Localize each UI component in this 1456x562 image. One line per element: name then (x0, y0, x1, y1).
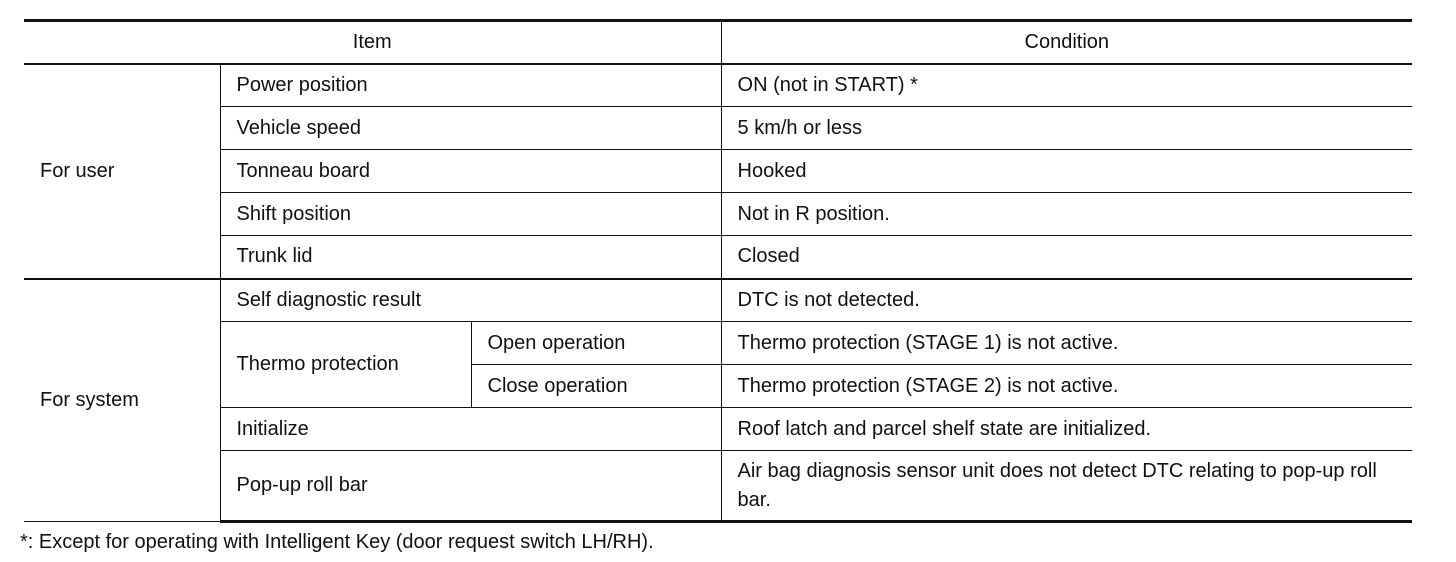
table-row (24, 236, 1412, 279)
row-condition: DTC is not detected. (721, 279, 1412, 322)
row-item: Shift position (220, 193, 721, 236)
row-condition: Closed (721, 236, 1412, 279)
footnote: *: Except for operating with Intelligent Key (door request switch LH/RH). (20, 531, 654, 553)
table-row (24, 193, 1412, 236)
group-label-user: For user (24, 64, 220, 279)
table-header-row (24, 21, 1412, 64)
header-condition: Condition (721, 21, 1412, 64)
row-condition: Hooked (721, 150, 1412, 193)
table-row (24, 64, 1412, 107)
table-row (24, 322, 1412, 365)
table-row (24, 150, 1412, 193)
row-condition: ON (not in START) * (721, 64, 1412, 107)
row-item: Tonneau board (220, 150, 721, 193)
row-condition: Thermo protection (STAGE 2) is not active. (721, 365, 1412, 408)
row-item: Vehicle speed (220, 107, 721, 150)
table-row (24, 279, 1412, 322)
row-item: Power position (220, 64, 721, 107)
row-condition: Not in R position. (721, 193, 1412, 236)
row-condition: 5 km/h or less (721, 107, 1412, 150)
row-item: Self diagnostic result (220, 279, 721, 322)
group-label-system: For system (24, 279, 220, 522)
header-item: Item (24, 21, 721, 64)
row-subitem: Open operation (471, 322, 721, 365)
table-row (24, 107, 1412, 150)
row-condition: Roof latch and parcel shelf state are initialized. (721, 408, 1412, 451)
row-condition: Air bag diagnosis sensor unit does not detect DTC relating to pop-up roll bar. (721, 451, 1412, 522)
row-item-thermo: Thermo protection (220, 322, 471, 408)
row-item: Trunk lid (220, 236, 721, 279)
table-row (24, 451, 1412, 522)
row-condition: Thermo protection (STAGE 1) is not active. (721, 322, 1412, 365)
table-row (24, 408, 1412, 451)
row-item: Pop-up roll bar (220, 451, 721, 522)
row-item: Initialize (220, 408, 721, 451)
row-subitem: Close operation (471, 365, 721, 408)
conditions-table (24, 19, 1412, 523)
